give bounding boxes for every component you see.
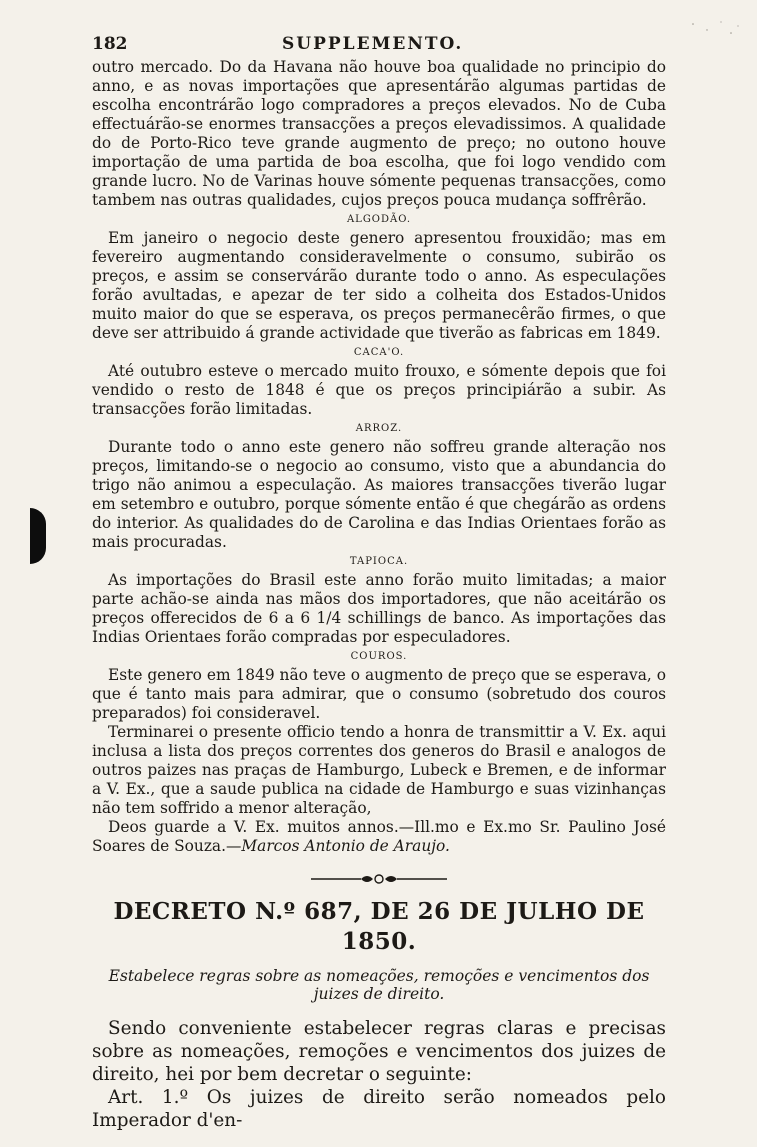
salutation-text: Deos guarde a V. Ex. muitos annos.—Ill.mo e Ex.mo Sr. Paulino José Soares de Souza.— (92, 818, 666, 855)
opening-paragraph: outro mercado. Do da Havana não houve boa qualidade no principio do anno, e as novas importações que apresentárão algumas partidas de escolha encontrárão logo compradores a preços elevados. No de Cuba effectuárão-se enormes transacções a preços elevadissimos. A qualidade do de Porto-Rico teve grande augmento de preço; no outono houve importação de uma partida de boa escolha, que foi logo vendido com grande lucro. No de Varinas houve sómente pequenas transacções, como tambem nas outras qualidades, cujos preços pouca mudança soffrêrão. (92, 58, 666, 209)
running-title: SUPPLEMENTO. (282, 34, 464, 54)
salutation-paragraph (92, 818, 666, 856)
section-heading-tapioca: TAPIOCA. (349, 556, 409, 567)
section-text-arroz: Durante todo o anno este genero não soffreu grande alteração nos preços, limitando-se o negocio ao consumo, visto que a abundancia do trigo não animou a especulação. As maiores transacções tiverão lugar em setembro e outubro, porque sómente então é que chegárão as ordens do interior. As qualidades do de Carolina e das Indias Orientaes forão as mais procuradas. (92, 438, 666, 551)
section-text-tapioca: As importações do Brasil este anno forão muito limitadas; a maior parte achão-se ainda nas mãos dos importadores, que não aceitárão os preços offerecidos de 6 a 6 1/4 schillings de banco. As importações das Indias Orientaes forão compradas por especuladores. (92, 571, 666, 646)
section-heading-algodao: ALGODÃO. (346, 214, 412, 225)
section-text-couros: Este genero em 1849 não teve o augmento de preço que se esperava, o que é tanto mais para admirar, que o consumo (sobretudo dos couros preparados) foi consideravel. (92, 666, 666, 722)
document-page (92, 34, 666, 1132)
decree-preamble: Sendo conveniente estabelecer regras claras e precisas sobre as nomeações, remoções e vencimentos dos juizes de direito, hei por bem decretar o seguinte: (92, 1018, 666, 1085)
section-heading-cacao: CACA'O. (353, 347, 405, 358)
section-heading-arroz: ARROZ. (355, 423, 403, 434)
section-text-cacao: Até outubro esteve o mercado muito frouxo, e sómente depois que foi vendido o resto de 1848 é que os preços principiárão a subir. As transacções forão limitadas. (92, 362, 666, 418)
page-number: 182 (92, 34, 128, 54)
scan-speck-marks (683, 18, 743, 40)
closing-paragraph: Terminarei o presente officio tendo a honra de transmittir a V. Ex. aqui inclusa a lista dos preços correntes dos generos do Brasil e analogos de outros paizes nas praças de Hamburgo, Lubeck e Bremen, e de informar a V. Ex., que a saude publica na cidade de Hamburgo e suas vizinhanças não tem soffrido a menor alteração, (92, 723, 666, 817)
margin-binding-mark (30, 508, 46, 564)
section-heading-couros: COUROS. (350, 651, 408, 662)
running-head (92, 34, 666, 58)
decree-subtitle: Estabelece regras sobre as nomeações, remoções e vencimentos dos juizes de direito. (108, 967, 650, 1003)
section-text-algodao: Em janeiro o negocio deste genero apresentou frouxidão; mas em fevereiro augmentando consideravelmente o consumo, subirão os preços, e assim se conservárão durante todo o anno. As especulações forão avultadas, e apezar de ter sido a colheita dos Estados-Unidos muito maior do que se esperava, os preços permanecêrão firmes, o que deve ser attribuido á grande actividade que tiverão as fabricas em 1849. (92, 229, 666, 342)
ornament-divider (92, 873, 666, 885)
decree-title: DECRETO N.º 687, DE 26 DE JULHO DE 1850. (113, 898, 645, 955)
signature: Marcos Antonio de Araujo. (241, 837, 450, 855)
decree-article-1: Art. 1.º Os juizes de direito serão nomeados pelo Imperador d'en- (92, 1087, 666, 1131)
ornament-divider-icon (309, 873, 449, 885)
